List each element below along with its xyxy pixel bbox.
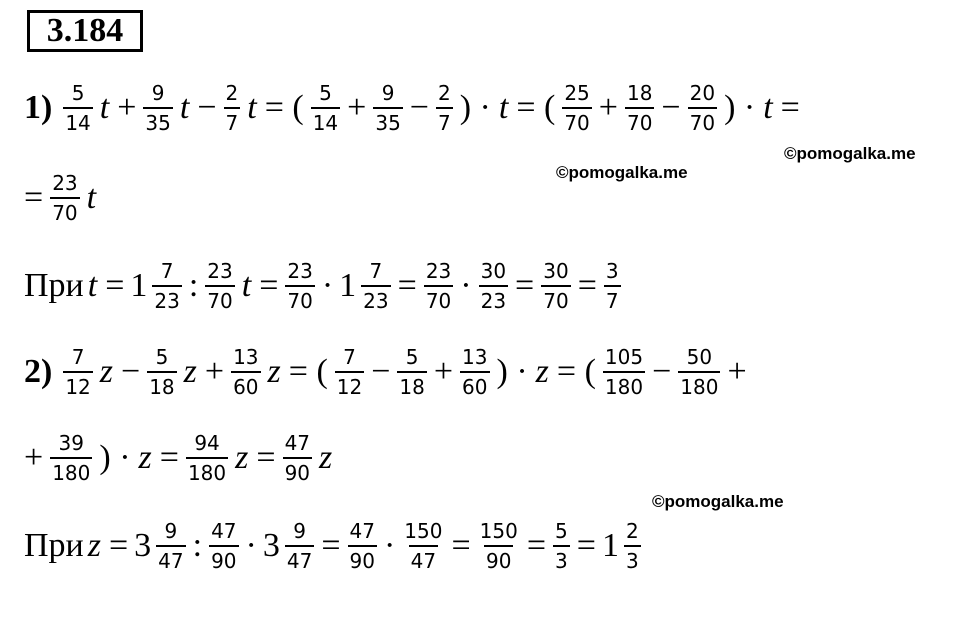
fraction: $\frac{47}{90}$: [211, 519, 237, 573]
watermark: ©pomogalka.me: [652, 492, 784, 511]
equation-line-4: 2) $\frac{7}{12}$ z − $\frac{5}{18}$ z + $\frac{13}{60}$ z = ( $\frac{7}{12}$ − $\frac{5}{18}$ + $\frac{13}{60}$ ) · z = ( $\frac{105}{180}$ − $\frac{50}{180}$ +: [24, 345, 747, 399]
fraction: $\frac{5}{18}$: [399, 345, 425, 399]
fraction: $\frac{47}{90}$: [284, 431, 311, 485]
fraction: $\frac{2}{3}$: [625, 519, 639, 573]
fraction: $\frac{23}{70}$: [207, 259, 233, 313]
fraction: $\frac{3}{7}$: [605, 259, 619, 313]
fraction: $\frac{25}{70}$: [564, 81, 590, 135]
fraction: $\frac{20}{70}$: [689, 81, 716, 135]
fraction: $\frac{7}{12}$: [336, 345, 363, 399]
fraction: $\frac{50}{180}$: [680, 345, 719, 399]
part-label: 2): [24, 353, 53, 390]
fraction: $\frac{105}{180}$: [604, 345, 644, 399]
part-label: 1): [24, 89, 53, 126]
fraction: $\frac{2}{7}$: [437, 81, 451, 135]
word-pri: При: [24, 267, 84, 304]
equation-line-3: При t = 1 $\frac{7}{23}$ : $\frac{23}{70}$ t = $\frac{23}{70}$ · 1 $\frac{7}{23}$ = $\frac{23}{70}$ · $\frac{30}{23}$ = $\frac{30}{70}$ = $\frac{3}{7}$: [24, 259, 619, 313]
equation-line-5: + $\frac{39}{180}$ ) · z = $\frac{94}{180}$ z = $\frac{47}{90}$ z: [24, 431, 333, 485]
fraction: $\frac{7}{12}$: [65, 345, 91, 399]
fraction: $\frac{150}{90}$: [479, 519, 518, 573]
fraction: $\frac{7}{23}$: [363, 259, 389, 313]
watermark: ©pomogalka.me: [556, 163, 688, 182]
fraction: $\frac{23}{70}$: [287, 259, 313, 313]
equation-line-2: = $\frac{23}{70}$ t: [24, 171, 97, 225]
equation-line-1: 1) $\frac{5}{14}$ t + $\frac{9}{35}$ t − $\frac{2}{7}$ t = ( $\frac{5}{14}$ + $\frac{9}{35}$ − $\frac{2}{7}$ ) · t = ( $\frac{25}{70}$ + $\frac{18}{70}$ − $\frac{20}{70}$ ) · t =: [24, 81, 800, 135]
fraction: $\frac{5}{3}$: [555, 519, 568, 573]
fraction: $\frac{5}{14}$: [65, 81, 91, 135]
fraction: $\frac{2}{7}$: [225, 81, 239, 135]
fraction: $\frac{47}{90}$: [349, 519, 375, 573]
equation-line-6: При z = 3 $\frac{9}{47}$ : $\frac{47}{90}$ · 3 $\frac{9}{47}$ = $\frac{47}{90}$ · $\frac{150}{47}$ = $\frac{150}{90}$ = $\frac{5}{3}$ = 1 $\frac{2}{3}$: [24, 519, 639, 573]
fraction: $\frac{7}{23}$: [154, 259, 180, 313]
fraction: $\frac{150}{47}$: [404, 519, 443, 573]
fraction: $\frac{9}{47}$: [158, 519, 184, 573]
word-pri: При: [24, 527, 84, 564]
watermark: ©pomogalka.me: [784, 144, 916, 163]
fraction: $\frac{94}{180}$: [187, 431, 227, 485]
fraction: $\frac{5}{18}$: [149, 345, 175, 399]
problem-number: 3.184: [27, 10, 143, 52]
fraction: $\frac{5}{14}$: [312, 81, 339, 135]
fraction: $\frac{30}{70}$: [543, 259, 569, 313]
fraction: $\frac{9}{35}$: [375, 81, 401, 135]
fraction: $\frac{39}{180}$: [52, 431, 91, 485]
variable: t: [99, 89, 110, 126]
fraction: $\frac{13}{60}$: [462, 345, 488, 399]
fraction: $\frac{18}{70}$: [626, 81, 653, 135]
fraction: $\frac{23}{70}$: [52, 171, 78, 225]
fraction: $\frac{9}{35}$: [145, 81, 171, 135]
fraction: $\frac{9}{47}$: [286, 519, 313, 573]
variable: z: [99, 353, 114, 390]
fraction: $\frac{23}{70}$: [425, 259, 452, 313]
fraction: $\frac{30}{23}$: [480, 259, 507, 313]
fraction: $\frac{13}{60}$: [233, 345, 259, 399]
